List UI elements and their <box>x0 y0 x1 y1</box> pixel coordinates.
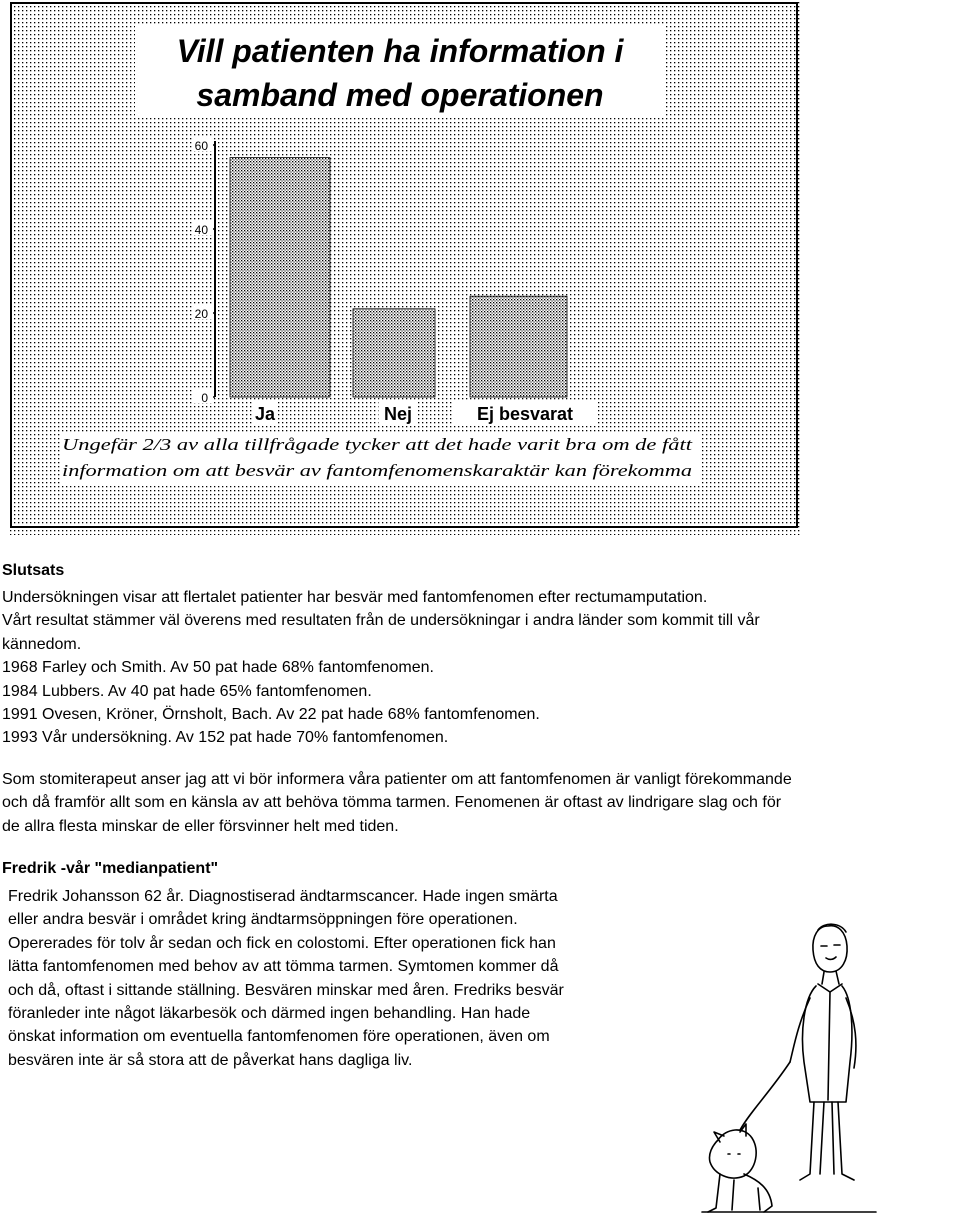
fredrik-heading: Fredrik -vår "medianpatient" <box>2 860 219 877</box>
x-tick-label: Ja <box>254 404 276 424</box>
fredrik-line: och då, oftast i sittande ställning. Besvären minskar med åren. Fredriks besvär <box>8 981 564 999</box>
conclusion-line: Vårt resultat stämmer väl överens med resultaten från de undersökningar i andra länder som kommit till vår <box>2 612 760 630</box>
conclusion-text <box>2 586 760 750</box>
conclusion-line: Undersökningen visar att flertalet patienter har besvär med fantomfenomen efter rectumamputation. <box>2 589 708 606</box>
y-tick-label: 0 <box>201 391 208 405</box>
conclusion-heading: Slutsats <box>2 562 65 579</box>
fredrik-line: Opererades för tolv år sedan och fick en colostomi. Efter operationen fick han <box>8 934 556 952</box>
fredrik-line: lätta fantomfenomen med behov av att tömma tarmen. Symtomen kommer då <box>8 958 559 976</box>
bar-chart <box>10 2 802 535</box>
y-tick-label: 20 <box>194 307 208 321</box>
x-tick-label: Ej besvarat <box>476 404 574 424</box>
chart-title <box>135 24 665 116</box>
man-with-dog-sketch <box>700 912 880 1217</box>
bar <box>470 296 567 397</box>
therapist-line: Som stomiterapeut anser jag att vi bör informera våra patienter om att fantomfenomen är vanligt förekommande <box>2 771 792 788</box>
x-tick-label: Nej <box>383 404 413 424</box>
bar <box>230 158 330 397</box>
conclusion-line: 1984 Lubbers. Av 40 pat hade 65% fantomfenomen. <box>2 682 372 700</box>
chart-title-line: samband med operationen <box>196 77 604 113</box>
chart-figure <box>10 2 802 535</box>
fredrik-text <box>8 885 564 1072</box>
fredrik-line: besvären inte är så stora att de påverkat hans dagliga liv. <box>8 1051 413 1069</box>
bar <box>353 309 435 397</box>
y-tick-label: 60 <box>194 139 208 153</box>
fredrik-line: eller andra besvär i området kring ändtarmsöppningen före operationen. <box>8 911 518 929</box>
chart-title-line: Vill patienten ha information i <box>176 33 624 69</box>
conclusion-line: 1991 Ovesen, Kröner, Örnsholt, Bach. Av 22 pat hade 68% fantomfenomen. <box>2 706 540 724</box>
therapist-line: och då framför allt som en känsla av att behöva tömma tarmen. Fenomenen är oftast av lindrigare slag och för <box>2 794 782 812</box>
conclusion-line: 1968 Farley och Smith. Av 50 pat hade 68% fantomfenomen. <box>2 659 434 677</box>
conclusion-line: kännedom. <box>2 635 82 653</box>
fredrik-line: föranleder inte något läkarbesök och därmed ingen behandling. Han hade <box>8 1005 531 1023</box>
therapist-paragraph <box>2 768 792 838</box>
chart-caption <box>60 432 700 484</box>
chart-caption-line: information om att besvär av fantomfenomenskaraktär kan förekomma <box>62 461 692 480</box>
chart-caption-line: Ungefär 2/3 av alla tillfrågade tycker att det hade varit bra om de fått <box>62 435 694 454</box>
conclusion-line: 1993 Vår undersökning. Av 152 pat hade 70% fantomfenomen. <box>2 729 449 747</box>
fredrik-line: Fredrik Johansson 62 år. Diagnostiserad ändtarmscancer. Hade ingen smärta <box>8 888 558 905</box>
y-tick-label: 40 <box>194 223 208 237</box>
therapist-line: de allra flesta minskar de eller försvinner helt med tiden. <box>2 817 399 835</box>
fredrik-line: önskat information om eventuella fantomfenomen före operationen, även om <box>8 1028 550 1046</box>
